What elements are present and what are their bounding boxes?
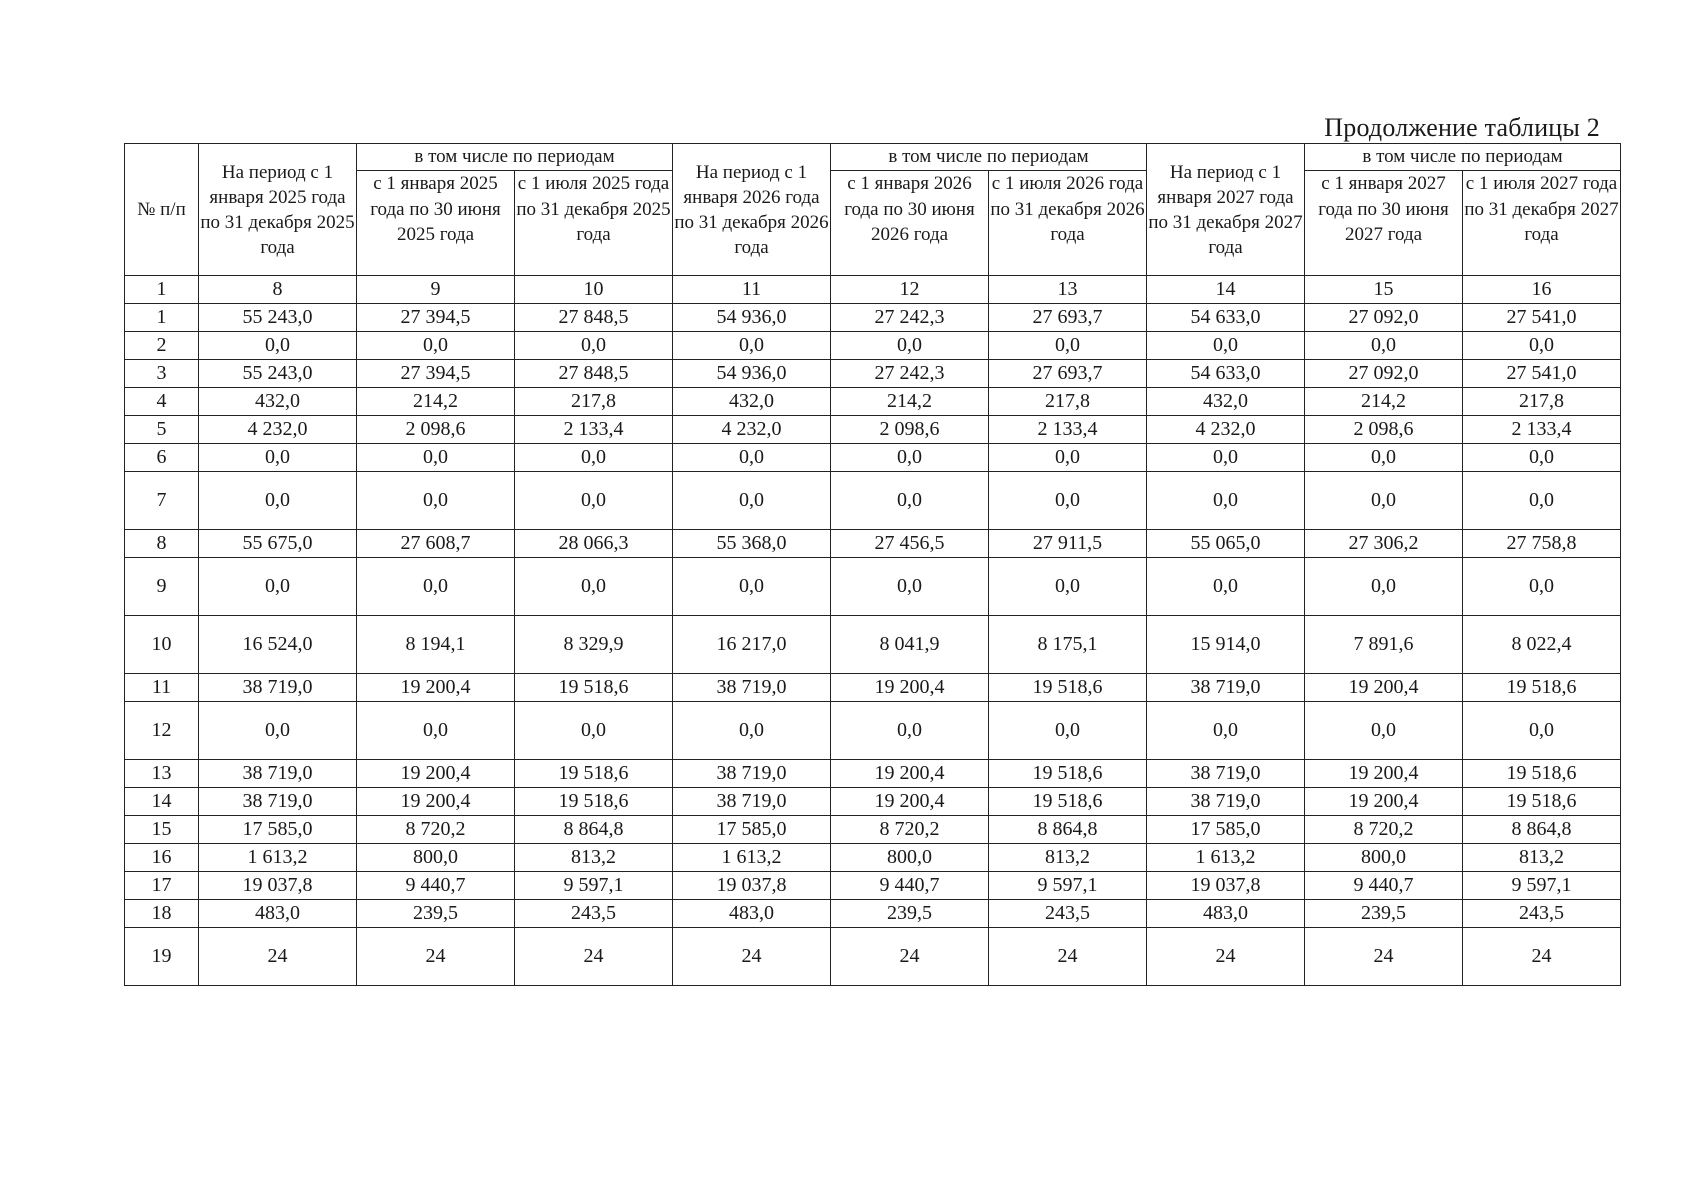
value-cell: 0,0: [1463, 558, 1621, 616]
table-row: [125, 844, 1621, 872]
value-cell: 19 518,6: [1463, 674, 1621, 702]
value-cell: 0,0: [357, 332, 515, 360]
table-row: [125, 416, 1621, 444]
value-cell: 432,0: [673, 388, 831, 416]
table-row: [125, 304, 1621, 332]
value-cell: 17 585,0: [1147, 816, 1305, 844]
value-cell: 0,0: [1305, 332, 1463, 360]
value-cell: 800,0: [1305, 844, 1463, 872]
value-cell: 0,0: [357, 702, 515, 760]
value-cell: 19 518,6: [989, 760, 1147, 788]
value-cell: 24: [989, 928, 1147, 986]
table-row: [125, 900, 1621, 928]
value-cell: 0,0: [1305, 472, 1463, 530]
value-cell: 4 232,0: [1147, 416, 1305, 444]
column-number: 14: [1147, 276, 1305, 304]
value-cell: 54 936,0: [673, 304, 831, 332]
value-cell: 239,5: [1305, 900, 1463, 928]
row-number-cell: 11: [125, 674, 199, 702]
value-cell: 0,0: [831, 472, 989, 530]
value-cell: 19 200,4: [1305, 760, 1463, 788]
value-cell: 27 092,0: [1305, 304, 1463, 332]
value-cell: 0,0: [199, 558, 357, 616]
row-number-cell: 10: [125, 616, 199, 674]
value-cell: 813,2: [515, 844, 673, 872]
value-cell: 4 232,0: [199, 416, 357, 444]
value-cell: 2 133,4: [989, 416, 1147, 444]
value-cell: 432,0: [1147, 388, 1305, 416]
value-cell: 483,0: [199, 900, 357, 928]
value-cell: 38 719,0: [673, 674, 831, 702]
value-cell: 0,0: [1305, 558, 1463, 616]
value-cell: 0,0: [673, 702, 831, 760]
column-number: 12: [831, 276, 989, 304]
column-number: 9: [357, 276, 515, 304]
value-cell: 15 914,0: [1147, 616, 1305, 674]
value-cell: 9 440,7: [357, 872, 515, 900]
value-cell: 24: [1305, 928, 1463, 986]
header-second-half-2027: с 1 июля 2027 года по 31 декабря 2027 года: [1463, 171, 1621, 276]
value-cell: 8 022,4: [1463, 616, 1621, 674]
value-cell: 19 518,6: [989, 674, 1147, 702]
value-cell: 19 200,4: [357, 788, 515, 816]
value-cell: 0,0: [199, 444, 357, 472]
value-cell: 38 719,0: [199, 674, 357, 702]
value-cell: 19 200,4: [831, 788, 989, 816]
value-cell: 27 758,8: [1463, 530, 1621, 558]
row-number-cell: 18: [125, 900, 199, 928]
value-cell: 38 719,0: [199, 788, 357, 816]
value-cell: 243,5: [1463, 900, 1621, 928]
value-cell: 27 242,3: [831, 360, 989, 388]
row-number-cell: 6: [125, 444, 199, 472]
value-cell: 0,0: [831, 332, 989, 360]
value-cell: 8 041,9: [831, 616, 989, 674]
value-cell: 19 037,8: [199, 872, 357, 900]
value-cell: 27 541,0: [1463, 360, 1621, 388]
value-cell: 19 200,4: [1305, 674, 1463, 702]
value-cell: 0,0: [357, 472, 515, 530]
value-cell: 0,0: [673, 444, 831, 472]
value-cell: 0,0: [199, 702, 357, 760]
row-number-cell: 12: [125, 702, 199, 760]
value-cell: 19 200,4: [1305, 788, 1463, 816]
value-cell: 0,0: [989, 558, 1147, 616]
value-cell: 0,0: [673, 558, 831, 616]
table-body: [125, 144, 1621, 986]
row-number-cell: 2: [125, 332, 199, 360]
value-cell: 8 864,8: [515, 816, 673, 844]
row-number-cell: 9: [125, 558, 199, 616]
value-cell: 0,0: [673, 472, 831, 530]
value-cell: 0,0: [1305, 702, 1463, 760]
header-subgroup-2027: в том числе по периодам: [1305, 144, 1621, 171]
table-row: [125, 360, 1621, 388]
header-first-half-2025: с 1 января 2025 года по 30 июня 2025 года: [357, 171, 515, 276]
value-cell: 0,0: [1147, 332, 1305, 360]
value-cell: 4 232,0: [673, 416, 831, 444]
value-cell: 7 891,6: [1305, 616, 1463, 674]
value-cell: 54 633,0: [1147, 360, 1305, 388]
header-subgroup-2026: в том числе по периодам: [831, 144, 1147, 171]
value-cell: 27 693,7: [989, 360, 1147, 388]
row-number-cell: 4: [125, 388, 199, 416]
value-cell: 38 719,0: [1147, 674, 1305, 702]
value-cell: 27 911,5: [989, 530, 1147, 558]
table-row: [125, 816, 1621, 844]
row-number-cell: 14: [125, 788, 199, 816]
value-cell: 38 719,0: [1147, 760, 1305, 788]
value-cell: 54 936,0: [673, 360, 831, 388]
value-cell: 27 306,2: [1305, 530, 1463, 558]
value-cell: 38 719,0: [673, 788, 831, 816]
value-cell: 24: [831, 928, 989, 986]
value-cell: 8 720,2: [357, 816, 515, 844]
column-number: 13: [989, 276, 1147, 304]
value-cell: 2 098,6: [1305, 416, 1463, 444]
value-cell: 217,8: [515, 388, 673, 416]
value-cell: 8 194,1: [357, 616, 515, 674]
value-cell: 8 175,1: [989, 616, 1147, 674]
value-cell: 24: [673, 928, 831, 986]
header-second-half-2025: с 1 июля 2025 года по 31 декабря 2025 года: [515, 171, 673, 276]
value-cell: 0,0: [1147, 702, 1305, 760]
value-cell: 0,0: [515, 702, 673, 760]
table-row: [125, 702, 1621, 760]
column-number: 10: [515, 276, 673, 304]
value-cell: 17 585,0: [673, 816, 831, 844]
value-cell: 16 524,0: [199, 616, 357, 674]
value-cell: 0,0: [1305, 444, 1463, 472]
value-cell: 19 037,8: [1147, 872, 1305, 900]
table-row: [125, 928, 1621, 986]
header-num-col: № п/п: [125, 144, 199, 276]
value-cell: 0,0: [199, 472, 357, 530]
value-cell: 813,2: [1463, 844, 1621, 872]
value-cell: 0,0: [989, 702, 1147, 760]
header-first-half-2026: с 1 января 2026 года по 30 июня 2026 года: [831, 171, 989, 276]
row-number-cell: 3: [125, 360, 199, 388]
value-cell: 0,0: [515, 444, 673, 472]
value-cell: 217,8: [989, 388, 1147, 416]
table-caption: Продолжение таблицы 2: [1324, 113, 1600, 142]
value-cell: 0,0: [1147, 472, 1305, 530]
table-row: [125, 558, 1621, 616]
value-cell: 55 675,0: [199, 530, 357, 558]
table-row: [125, 788, 1621, 816]
value-cell: 0,0: [831, 702, 989, 760]
row-number-cell: 7: [125, 472, 199, 530]
value-cell: 27 394,5: [357, 304, 515, 332]
value-cell: 1 613,2: [199, 844, 357, 872]
value-cell: 0,0: [831, 558, 989, 616]
row-number-cell: 8: [125, 530, 199, 558]
value-cell: 9 597,1: [515, 872, 673, 900]
value-cell: 0,0: [989, 332, 1147, 360]
table-row: [125, 872, 1621, 900]
value-cell: 214,2: [831, 388, 989, 416]
value-cell: 0,0: [673, 332, 831, 360]
value-cell: 9 597,1: [1463, 872, 1621, 900]
value-cell: 2 133,4: [515, 416, 673, 444]
value-cell: 0,0: [515, 558, 673, 616]
value-cell: 2 098,6: [831, 416, 989, 444]
value-cell: 24: [1463, 928, 1621, 986]
value-cell: 813,2: [989, 844, 1147, 872]
value-cell: 483,0: [1147, 900, 1305, 928]
value-cell: 55 368,0: [673, 530, 831, 558]
column-number: 16: [1463, 276, 1621, 304]
value-cell: 8 329,9: [515, 616, 673, 674]
value-cell: 243,5: [989, 900, 1147, 928]
value-cell: 2 098,6: [357, 416, 515, 444]
table-row: [125, 388, 1621, 416]
value-cell: 17 585,0: [199, 816, 357, 844]
value-cell: 9 597,1: [989, 872, 1147, 900]
value-cell: 19 200,4: [831, 674, 989, 702]
value-cell: 0,0: [1463, 332, 1621, 360]
value-cell: 0,0: [989, 472, 1147, 530]
header-total-2026: На период с 1 января 2026 года по 31 декабря 2026 года: [673, 144, 831, 276]
column-number: 8: [199, 276, 357, 304]
header-row-1: [125, 144, 1621, 171]
row-number-cell: 16: [125, 844, 199, 872]
table-row: [125, 674, 1621, 702]
value-cell: 0,0: [357, 558, 515, 616]
value-cell: 800,0: [357, 844, 515, 872]
value-cell: 55 243,0: [199, 360, 357, 388]
value-cell: 38 719,0: [673, 760, 831, 788]
value-cell: 1 613,2: [673, 844, 831, 872]
value-cell: 19 518,6: [515, 788, 673, 816]
value-cell: 28 066,3: [515, 530, 673, 558]
value-cell: 0,0: [1147, 558, 1305, 616]
value-cell: 0,0: [1463, 472, 1621, 530]
value-cell: 0,0: [199, 332, 357, 360]
value-cell: 8 864,8: [989, 816, 1147, 844]
column-number-row: [125, 276, 1621, 304]
table-row: [125, 616, 1621, 674]
value-cell: 24: [199, 928, 357, 986]
row-number-cell: 13: [125, 760, 199, 788]
value-cell: 54 633,0: [1147, 304, 1305, 332]
value-cell: 0,0: [1463, 444, 1621, 472]
column-number: 15: [1305, 276, 1463, 304]
table-row: [125, 760, 1621, 788]
column-number: 1: [125, 276, 199, 304]
value-cell: 27 242,3: [831, 304, 989, 332]
value-cell: 214,2: [357, 388, 515, 416]
value-cell: 483,0: [673, 900, 831, 928]
value-cell: 38 719,0: [1147, 788, 1305, 816]
value-cell: 239,5: [357, 900, 515, 928]
value-cell: 217,8: [1463, 388, 1621, 416]
value-cell: 27 693,7: [989, 304, 1147, 332]
header-second-half-2026: с 1 июля 2026 года по 31 декабря 2026 года: [989, 171, 1147, 276]
table-row: [125, 332, 1621, 360]
value-cell: 243,5: [515, 900, 673, 928]
value-cell: 27 394,5: [357, 360, 515, 388]
header-first-half-2027: с 1 января 2027 года по 30 июня 2027 года: [1305, 171, 1463, 276]
header-total-2025: На период с 1 января 2025 года по 31 декабря 2025 года: [199, 144, 357, 276]
value-cell: 8 720,2: [1305, 816, 1463, 844]
value-cell: 214,2: [1305, 388, 1463, 416]
header-total-2027: На период с 1 января 2027 года по 31 декабря 2027 года: [1147, 144, 1305, 276]
value-cell: 0,0: [1147, 444, 1305, 472]
value-cell: 24: [515, 928, 673, 986]
value-cell: 0,0: [989, 444, 1147, 472]
row-number-cell: 15: [125, 816, 199, 844]
data-table: [124, 143, 1621, 986]
value-cell: 27 541,0: [1463, 304, 1621, 332]
value-cell: 16 217,0: [673, 616, 831, 674]
row-number-cell: 5: [125, 416, 199, 444]
value-cell: 27 608,7: [357, 530, 515, 558]
value-cell: 800,0: [831, 844, 989, 872]
value-cell: 19 518,6: [1463, 788, 1621, 816]
value-cell: 19 518,6: [1463, 760, 1621, 788]
value-cell: 55 065,0: [1147, 530, 1305, 558]
row-number-cell: 17: [125, 872, 199, 900]
value-cell: 1 613,2: [1147, 844, 1305, 872]
table-row: [125, 530, 1621, 558]
value-cell: 19 518,6: [515, 760, 673, 788]
value-cell: 27 848,5: [515, 360, 673, 388]
value-cell: 0,0: [1463, 702, 1621, 760]
value-cell: 432,0: [199, 388, 357, 416]
value-cell: 19 037,8: [673, 872, 831, 900]
value-cell: 19 200,4: [357, 760, 515, 788]
value-cell: 24: [1147, 928, 1305, 986]
row-number-cell: 1: [125, 304, 199, 332]
value-cell: 38 719,0: [199, 760, 357, 788]
value-cell: 27 456,5: [831, 530, 989, 558]
value-cell: 19 518,6: [515, 674, 673, 702]
value-cell: 0,0: [357, 444, 515, 472]
value-cell: 0,0: [515, 472, 673, 530]
value-cell: 24: [357, 928, 515, 986]
table-row: [125, 444, 1621, 472]
value-cell: 8 720,2: [831, 816, 989, 844]
value-cell: 0,0: [831, 444, 989, 472]
column-number: 11: [673, 276, 831, 304]
value-cell: 2 133,4: [1463, 416, 1621, 444]
value-cell: 27 092,0: [1305, 360, 1463, 388]
row-number-cell: 19: [125, 928, 199, 986]
value-cell: 19 200,4: [831, 760, 989, 788]
value-cell: 9 440,7: [831, 872, 989, 900]
header-subgroup-2025: в том числе по периодам: [357, 144, 673, 171]
value-cell: 239,5: [831, 900, 989, 928]
value-cell: 19 518,6: [989, 788, 1147, 816]
value-cell: 0,0: [515, 332, 673, 360]
table-row: [125, 472, 1621, 530]
value-cell: 55 243,0: [199, 304, 357, 332]
value-cell: 8 864,8: [1463, 816, 1621, 844]
value-cell: 9 440,7: [1305, 872, 1463, 900]
value-cell: 27 848,5: [515, 304, 673, 332]
value-cell: 19 200,4: [357, 674, 515, 702]
